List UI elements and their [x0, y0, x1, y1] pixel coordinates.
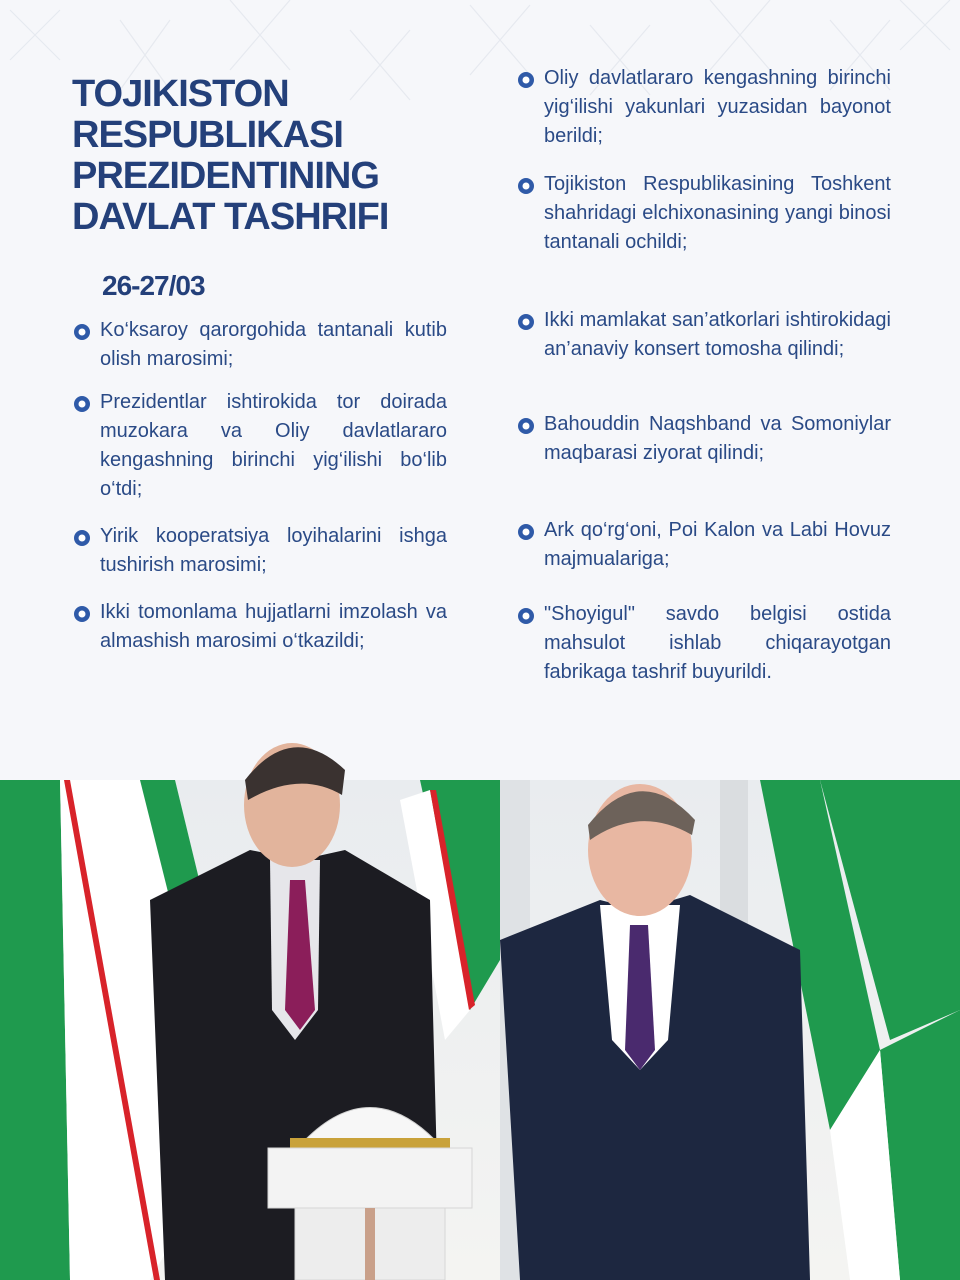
photo-illustration	[0, 710, 960, 1280]
presidents-photo	[0, 710, 960, 1280]
right-column	[516, 64, 891, 704]
list-item-text: Yirik kooperatsiya loyihalarini ishga tushirish marosimi;	[100, 525, 447, 576]
list-item-text: Oliy davlatlararo kengashning birinchi yig‘ilishi yakunlari yuzasidan bayonot berildi;	[544, 67, 891, 147]
visit-date: 26-27/03	[102, 270, 205, 301]
title-line: PREZIDENTINING	[72, 155, 379, 197]
circle-bullet-icon	[72, 322, 92, 342]
left-column	[72, 316, 447, 696]
title-line: TOJIKISTON	[72, 73, 289, 115]
circle-bullet-icon	[516, 70, 536, 90]
list-item-text: Ko‘ksaroy qarorgohida tantanali kutib olish marosimi;	[100, 319, 447, 370]
title-line: DAVLAT TASHRIFI	[72, 196, 389, 238]
title-line: RESPUBLIKASI	[72, 114, 343, 156]
list-item-text: "Shoyigul" savdo belgisi ostida mahsulot ishlab chiqarayotgan fabrikaga tashrif buyurildi.	[544, 603, 891, 683]
circle-bullet-icon	[516, 416, 536, 436]
page-title	[72, 74, 452, 238]
list-item-text: Bahouddin Naqshband va Somoniylar maqbarasi ziyorat qilindi;	[544, 413, 891, 464]
circle-bullet-icon	[516, 312, 536, 332]
circle-bullet-icon	[516, 522, 536, 542]
list-item-text: Ark qo‘rg‘oni, Poi Kalon va Labi Hovuz majmualariga;	[544, 519, 891, 570]
circle-bullet-icon	[72, 394, 92, 414]
list-item-text: Ikki mamlakat san’atkorlari ishtirokidagi an’anaviy konsert tomosha qilindi;	[544, 309, 891, 360]
circle-bullet-icon	[72, 604, 92, 624]
list-item-text: Ikki tomonlama hujjatlarni imzolash va almashish marosimi o‘tkazildi;	[100, 601, 447, 652]
list-item-text: Tojikiston Respublikasining Toshkent shahridagi elchixonasining yangi binosi tantanali ochildi;	[544, 173, 891, 253]
circle-bullet-icon	[516, 606, 536, 626]
circle-bullet-icon	[516, 176, 536, 196]
circle-bullet-icon	[72, 528, 92, 548]
list-item-text: Prezidentlar ishtirokida tor doirada muzokara va Oliy davlatlararo kengashning birinchi yig‘ilishi bo‘lib o‘tdi;	[100, 391, 447, 500]
